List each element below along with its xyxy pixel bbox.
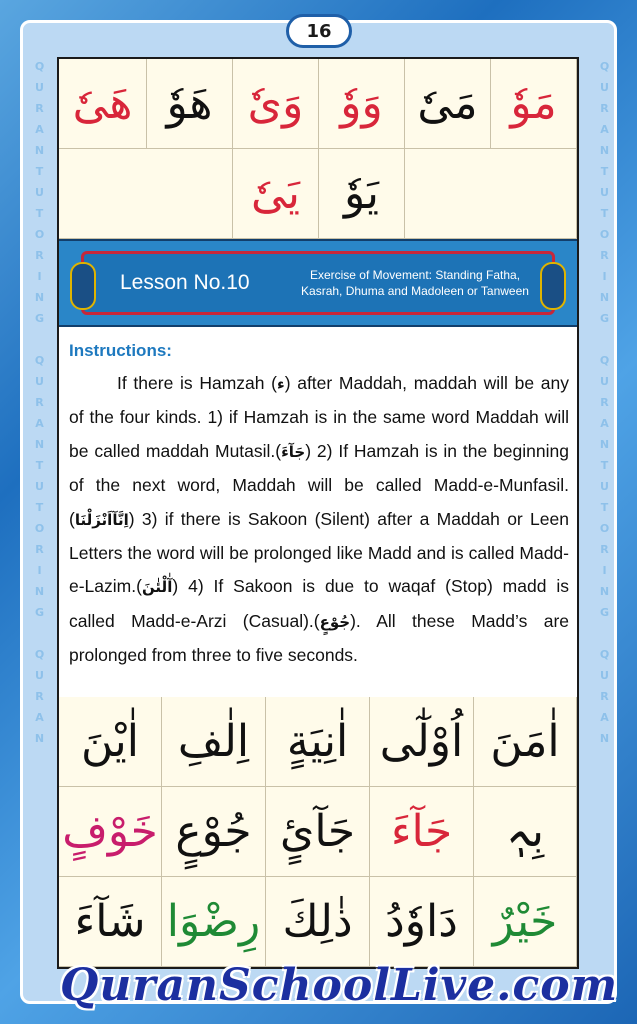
- letter-cell: ھَوٗ: [147, 59, 233, 149]
- word-cell: رِضْوَا: [162, 877, 266, 967]
- empty-cell: [405, 149, 577, 239]
- instructions-text-part: ) 4) If Sakoon is due to waqaf (Stop) madd is called Madd-e-Arzi (Casual).(: [69, 576, 569, 631]
- lesson-subtitle: [290, 267, 540, 299]
- letter-cell: یَوٗ: [319, 149, 405, 239]
- letter-cell: مَوٗ: [491, 59, 577, 149]
- letter-cell: ھَیٗ: [59, 59, 147, 149]
- word-cell: بِہٖ: [474, 787, 577, 877]
- word-cell: دَاوٗدُ: [370, 877, 474, 967]
- word-cell: اٰمَنَ: [474, 697, 577, 787]
- word-cell: اٰنِیَةٍ: [266, 697, 370, 787]
- word-cell: اِلٰفِ: [162, 697, 266, 787]
- letter-cell: مَیٗ: [405, 59, 491, 149]
- word-cell: اٰیْنَ: [59, 697, 162, 787]
- lesson-subtitle-line: Exercise of Movement: Standing Fatha,: [309, 268, 521, 282]
- letter-cell: وَوٗ: [319, 59, 405, 149]
- letter-cell: وَیٗ: [233, 59, 319, 149]
- ornament-icon: [540, 262, 566, 310]
- instructions-section: [69, 341, 569, 673]
- side-text-right: QURANTUTORING QURANTUTORING QURAN: [598, 60, 611, 753]
- side-text-left: QURANTUTORING QURANTUTORING QURAN: [33, 60, 46, 753]
- content-panel: [57, 57, 579, 969]
- letter-cell: یَیٗ: [233, 149, 319, 239]
- instructions-text: [69, 367, 569, 673]
- instructions-heading: Instructions:: [69, 341, 172, 360]
- arabic-example: جَآءَ: [281, 442, 306, 461]
- word-cell: خَوْفٍ: [59, 787, 162, 877]
- arabic-example: جُوْعٍ: [319, 612, 351, 631]
- word-cell: شَآءَ: [59, 877, 162, 967]
- word-cell: خَیْرٌ: [474, 877, 577, 967]
- ornament-icon: [70, 262, 96, 310]
- page-number-badge: [286, 14, 352, 48]
- top-letter-grid: [59, 59, 577, 239]
- empty-cell: [59, 149, 233, 239]
- bottom-letter-grid: [59, 697, 577, 967]
- lesson-subtitle-line: Kasrah, Dhuma and Madoleen or Tanween: [301, 284, 529, 298]
- word-cell: اُوْلٰٓی: [370, 697, 474, 787]
- watermark-logo: QuranSchoolLive.com: [60, 960, 619, 1011]
- word-cell: جُوْعٍ: [162, 787, 266, 877]
- page-number: 16: [306, 20, 332, 42]
- word-cell: جَآئٍ: [266, 787, 370, 877]
- instructions-text-part: ) 2) If Hamzah is in the beginning of the next word, Maddah will be called Madd-e-Munfasil.(: [69, 440, 569, 529]
- instructions-text-part: If there is Hamzah (: [117, 373, 278, 393]
- lesson-title: Lesson No.10: [120, 271, 250, 294]
- word-cell: ذٰلِكَ: [266, 877, 370, 967]
- instructions-text-part: ) 3) if there is Sakoon (Silent) after a Maddah or Leen Letters the word will be prolonged like Madd and is called Madd-e-Lazim.(: [69, 508, 569, 597]
- lesson-banner-inner: [81, 251, 555, 315]
- instructions-text-part: ) after Maddah, maddah will be any of the four kinds. 1) if Hamzah is in the same word Maddah will be called maddah Mutasil.(: [69, 373, 569, 461]
- instructions-text-part: ). All these Madd’s are prolonged from three to five seconds.: [69, 610, 569, 666]
- arabic-example: آٰلْئٰنَ: [141, 578, 173, 597]
- word-cell: جَآءَ: [370, 787, 474, 877]
- lesson-banner: [59, 239, 577, 327]
- arabic-example: ء: [277, 375, 285, 393]
- arabic-example: اِنَّآاَنْزَلْنَا: [74, 510, 129, 529]
